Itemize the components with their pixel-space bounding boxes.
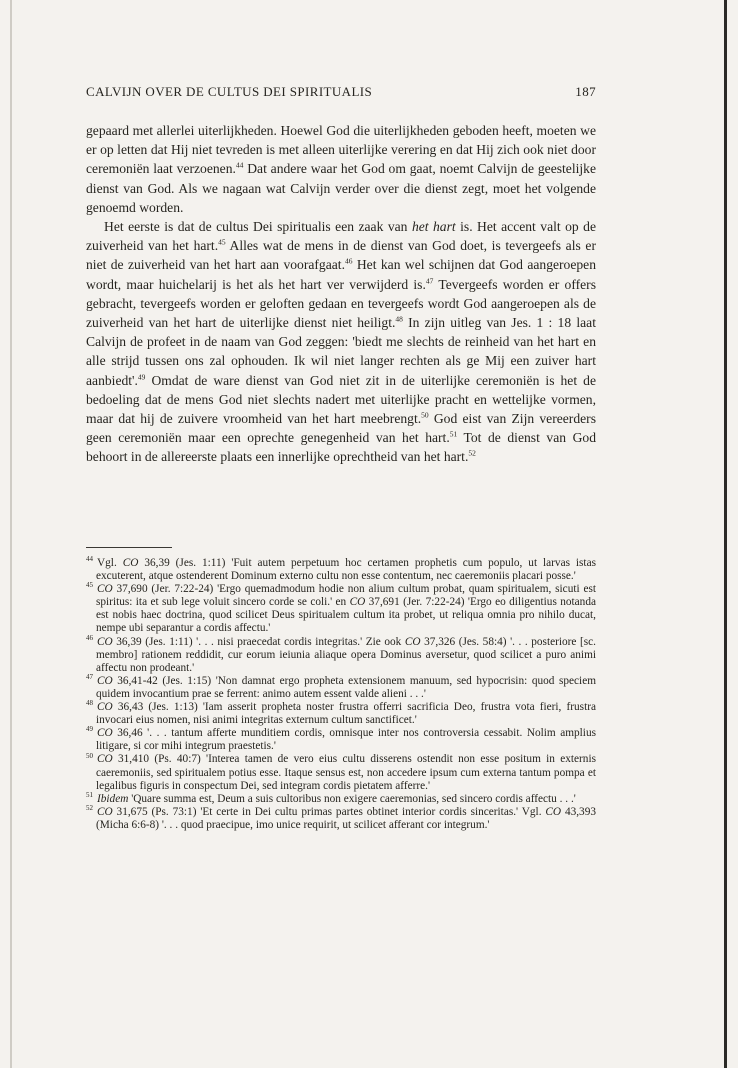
footnote-44 <box>86 557 596 583</box>
footnote-text: 36,46 '. . . tantum afferte munditiem cordis, omnisque inter nos controversia cessabit. Nolim amplius litigare, si cor mihi integrum praestetis.' <box>96 727 596 753</box>
footnote-49 <box>86 727 596 753</box>
text-run: God eist van Zijn vereerders geen ceremoniën maar een oprechte genegenheid van het hart. <box>86 411 596 446</box>
footnote-text: 37,690 (Jer. 7:22-24) 'Ergo quemadmodum hodie non alium cultum probat, quam spiritualem, sicuti est spiritus: ita et sub lege voluit sincero corde se coli.' en <box>96 583 596 609</box>
footnote-text: 36,39 (Jes. 1:11) 'Fuit autem perpetuum hoc certamen prophetis cum populo, ut larvas istas excuterent, atque ostenderent Dominum externo cultu non esse contentum, nec caeremoniis placari posse.' <box>96 557 596 583</box>
footnote-abbr: CO <box>349 596 366 609</box>
footnote-text: 43,393 (Micha 6:6-8) '. . . quod praecipue, imo unice requirit, ut scilicet afferant cor integrum.' <box>96 805 597 831</box>
text-run: Omdat de ware dienst van God niet zit in de uiterlijke ceremoniën is het de bedoeling dat de mens God niet slechts nadert met uiterlijke pracht en wettelijke vormen, maar dat hij de zuivere vroomheid van het hart meebrengt. <box>86 372 596 427</box>
footnote-text: 'Quare summa est, Deum a suis cultoribus non exigere caeremonias, sed sincero cordis affectu . . .' <box>128 792 576 805</box>
footnote-number: 46 <box>86 633 93 642</box>
text-run: gepaard met allerlei uiterlijkheden. Hoewel God die uiterlijkheden geboden heeft, moeten we er op letten dat Hij niet tevreden is met alleen uiterlijke verering en dat Hij zich ook niet door ceremoniën laat verzoenen. <box>86 123 596 177</box>
footnote-ref[interactable]: 44 <box>235 160 244 170</box>
footnote-ref[interactable]: 46 <box>344 256 353 266</box>
text-run: Dat andere waar het God om gaat, noemt Calvijn de geestelijke dienst van God. Als we nagaan wat Calvijn verder over die dienst zegt, moet het volgende genoemd worden. <box>86 161 596 215</box>
footnote-text: 37,326 (Jes. 58:4) '. . . posteriore [sc. membro] rationem reddidit, cur eorum ieiunia aliaque opera Dominus aversetur, quod scilicet a puro animi affectu non prodeant.' <box>96 635 596 674</box>
footnote-abbr: CO <box>97 674 113 687</box>
footnote-number: 51 <box>86 790 93 799</box>
footnote-abbr: CO <box>97 701 113 714</box>
text-run: Het kan wel schijnen dat God aangeroepen wordt, maar huichelarij is het als het hart ver verwijderd is. <box>86 257 597 292</box>
footnote-text: 36,39 (Jes. 1:11) '. . . nisi praecedat cordis integritas.' Zie ook <box>112 635 405 648</box>
footnote-text: 31,675 (Ps. 73:1) 'Et certe in Dei cultu primas partes obtinet interior cordis sinceritas.' Vgl. <box>112 805 546 818</box>
text-run: In zijn uitleg van Jes. 1 : 18 laat Calvijn de profeet in de naam van God zeggen: 'biedt me slechts de reinheid van het hart en alle strijd tussen ons zal ophouden. Ik wil niet langer rechten als ge Mij een zuiver hart aanbiedt'. <box>86 315 596 388</box>
footnote-ref[interactable]: 50 <box>421 410 429 420</box>
footnote-abbr: CO <box>97 727 113 740</box>
paragraph <box>86 217 596 467</box>
footnote-ref[interactable]: 48 <box>395 314 403 324</box>
footnote-ref[interactable]: 52 <box>468 448 476 458</box>
text-run: Alles wat de mens in de dienst van God doet, is tevergeefs als er niet de zuiverheid van het hart aan voorafgaat. <box>86 238 596 273</box>
footnote-abbr: CO <box>545 805 562 818</box>
footnote-47 <box>86 675 596 701</box>
text-run: is. Het accent valt op de zuiverheid van het hart. <box>86 219 597 254</box>
text-run: Tevergeefs worden er offers gebracht, tevergeefs worden er geloften gedaan en tevergeefs wordt God aangeroepen als de zuiverheid van het hart de uiterlijke dienst niet heiligt. <box>86 276 596 331</box>
footnote-abbr: CO <box>122 557 139 569</box>
footnote-abbr: CO <box>404 635 421 648</box>
footnote-abbr: CO <box>97 805 113 818</box>
text-run: Tot de dienst van God behoort in de allereerste plaats een innerlijke oprechtheid van het hart. <box>86 430 596 465</box>
page-edge-left <box>10 0 12 1068</box>
body-text <box>86 121 596 467</box>
footnote-number: 50 <box>86 751 93 760</box>
footnote-ref[interactable]: 51 <box>449 429 458 439</box>
footnote-number: 44 <box>86 555 93 564</box>
text-run: Het eerste is dat de cultus Dei spiritualis een zaak van <box>104 219 412 235</box>
footnote-abbr: CO <box>97 583 113 596</box>
footnote-number: 48 <box>86 699 93 708</box>
page-number: 187 <box>575 84 596 99</box>
footnote-text: 36,41-42 (Jes. 1:15) 'Non damnat ergo propheta extensionem manuum, sed hypocrisin: quod speciem quidem invocantium prae se ferrent: animo autem essent valde alieni . . .' <box>96 674 596 700</box>
footnote-text: Vgl. <box>97 557 123 569</box>
footnote-text: 31,410 (Ps. 40:7) 'Interea tamen de vero eius cultu disserens ostendit non esse positum in externis caeremoniis, sed spiritualem potius esse. Itaque sensus est, non accedere ipsum cum externa tantum pompa et legalibus figuris in conspectum Dei, sed integram cordis pietatem afferre.' <box>96 753 596 792</box>
footnote-ref[interactable]: 45 <box>218 237 226 247</box>
footnote-abbr: CO <box>97 753 113 766</box>
footnote-ref[interactable]: 47 <box>425 276 434 286</box>
paragraph <box>86 121 596 217</box>
footnote-number: 52 <box>86 804 93 813</box>
footnote-abbr: CO <box>97 635 113 648</box>
footnote-abbr: Ibidem <box>97 792 129 805</box>
footnote-number: 47 <box>86 673 93 682</box>
footnote-45 <box>86 583 596 635</box>
footnote-separator <box>86 547 172 548</box>
running-header <box>86 84 596 104</box>
running-title: CALVIJN OVER DE CULTUS DEI SPIRITUALIS <box>86 84 373 99</box>
footnote-52 <box>86 806 596 832</box>
footnote-text: 37,691 (Jer. 7:22-24) 'Ergo eo diligentius notanda est nobis haec doctrina, quod scilicet Deus spiritualem cultum ita probet, ut reliqua omnia pro nihilo ducat, nempe ubi separantur a cordis affectu.' <box>96 596 596 635</box>
footnote-50 <box>86 753 596 792</box>
footnote-ref[interactable]: 49 <box>137 372 146 382</box>
footnote-51 <box>86 790 596 806</box>
footnote-46 <box>86 633 596 675</box>
footnotes <box>86 557 596 832</box>
footnote-number: 45 <box>86 581 93 590</box>
footnote-48 <box>86 701 596 727</box>
footnote-number: 49 <box>86 725 93 734</box>
page-edge-right <box>724 0 727 1068</box>
footnote-text: 36,43 (Jes. 1:13) 'Iam asserit propheta noster frustra offerri sacrificia Deo, frustra vota fieri, frustra invocari eius nomen, nisi animi integritas externum cultum sanctificet.' <box>96 701 596 727</box>
emphasis: het hart <box>411 219 456 235</box>
